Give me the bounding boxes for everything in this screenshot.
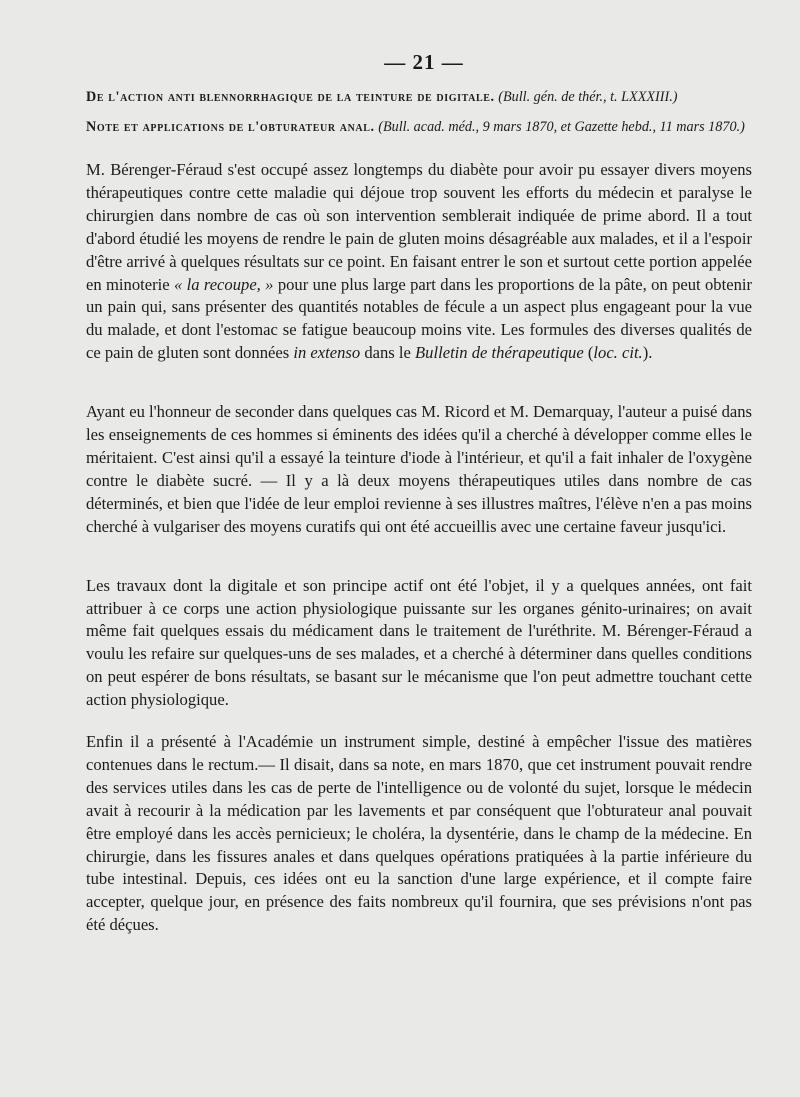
body-paragraph	[86, 159, 752, 365]
latin-term: in extenso	[293, 343, 361, 363]
journal-title: Bulletin de thérapeutique	[415, 343, 584, 363]
body-paragraph: Les travaux dont la digitale et son principe actif ont été l'objet, il y a quelques années, ont fait attribuer à ce corps une action physiologique puissante sur les organes génito-urinaires; on avait même fait quelques essais du médicament dans le traitement de l'uréthrite. M. Bérenger-Féraud a voulu les refaire sur quelques-uns de ses malades, et a cherché à déterminer dans quelles conditions on peut espérer de bons résultats, se basant sur le mécanisme que l'on peut admettre touchant cette action physiologique.	[86, 575, 752, 710]
reference-source: (Bull. gén. de thér., t. LXXXIII.)	[498, 89, 678, 105]
reference-entry	[86, 87, 752, 108]
paragraph-text: ).	[642, 343, 653, 363]
quoted-term: « la recoupe, »	[173, 274, 274, 294]
reference-title: De l'action anti blennorrhagique de la teinture de digitale.	[86, 89, 495, 105]
paragraph-text: (	[583, 343, 594, 363]
paragraph-text: pour une plus large part dans les proportions de la pâte, on peut obtenir un pain qui, sans présenter des quantités notables de fécule a un aspect plus engageant pour la vue du malade, et dont l'estomac se fatigue beaucoup moins vite. Les formules des diverses qualités de ce pain de gluten sont données	[86, 274, 752, 363]
paragraph-text: M. Bérenger-Féraud s'est occupé assez longtemps du diabète pour avoir pu essayer divers moyens thérapeutiques contre cette maladie qui déjoue trop souvent les efforts du médecin et paralyse le chirurgien dans nombre de cas où son intervention semblerait indiquée de prime abord. Il a tout d'abord étudié les moyens de rendre le pain de gluten moins désagréable aux malades, et il a l'espoir d'être arrivé à quelques résultats sur ce point. En faisant entrer le son et surtout cette portion appelée en minoterie	[86, 160, 752, 294]
paragraph-text: dans le	[360, 343, 416, 363]
citation-note: loc. cit.	[593, 343, 643, 363]
body-paragraph: Ayant eu l'honneur de seconder dans quelques cas M. Ricord et M. Demarquay, l'auteur a puisé dans les enseignements de ces hommes si éminents des idées qu'il a cherché à développer comme elles le méritaient. C'est ainsi qu'il a essayé la teinture d'iode à l'intérieur, et qu'il a fait inhaler de l'oxygène contre le diabète sucré. — Il y a là deux moyens thérapeutiques utiles dans nombre de cas déterminés, et bien que l'idée de leur emploi revienne à ses illustres maîtres, l'élève n'en a pas moins cherché à vulgariser des moyens curatifs qui ont été accueillis avec une certaine faveur jusqu'ici.	[86, 402, 752, 536]
reference-entry	[86, 117, 752, 138]
reference-title: Note et applications de l'obturateur anal.	[86, 119, 375, 135]
body-paragraph: Enfin il a présenté à l'Académie un instrument simple, destiné à empêcher l'issue des matières contenues dans le rectum.— Il disait, dans sa note, en mars 1870, que cet instrument pouvait rendre des services utiles dans les cas de perte de l'intelligence ou de volonté du sujet, lorsque le médecin avait à recourir à la médication par les lavements et par conséquent que l'obturateur anal pouvait être employé dans les accès pernicieux; le choléra, la dysentérie, dans le champ de la médecine. En chirurgie, dans les fissures anales et dans quelques opérations pratiquées à la partie inférieure du tube intestinal. Depuis, ces idées ont eu la sanction d'une large expérience, et il compte faire accepter, quelque jour, en présence des faits nombreux qu'il fournira, que ses prévisions n'ont pas été déçues.	[86, 732, 752, 935]
page-number: — 21 —	[384, 50, 464, 74]
reference-source: (Bull. acad. méd., 9 mars 1870, et Gazette hebd., 11 mars 1870.)	[378, 119, 745, 135]
